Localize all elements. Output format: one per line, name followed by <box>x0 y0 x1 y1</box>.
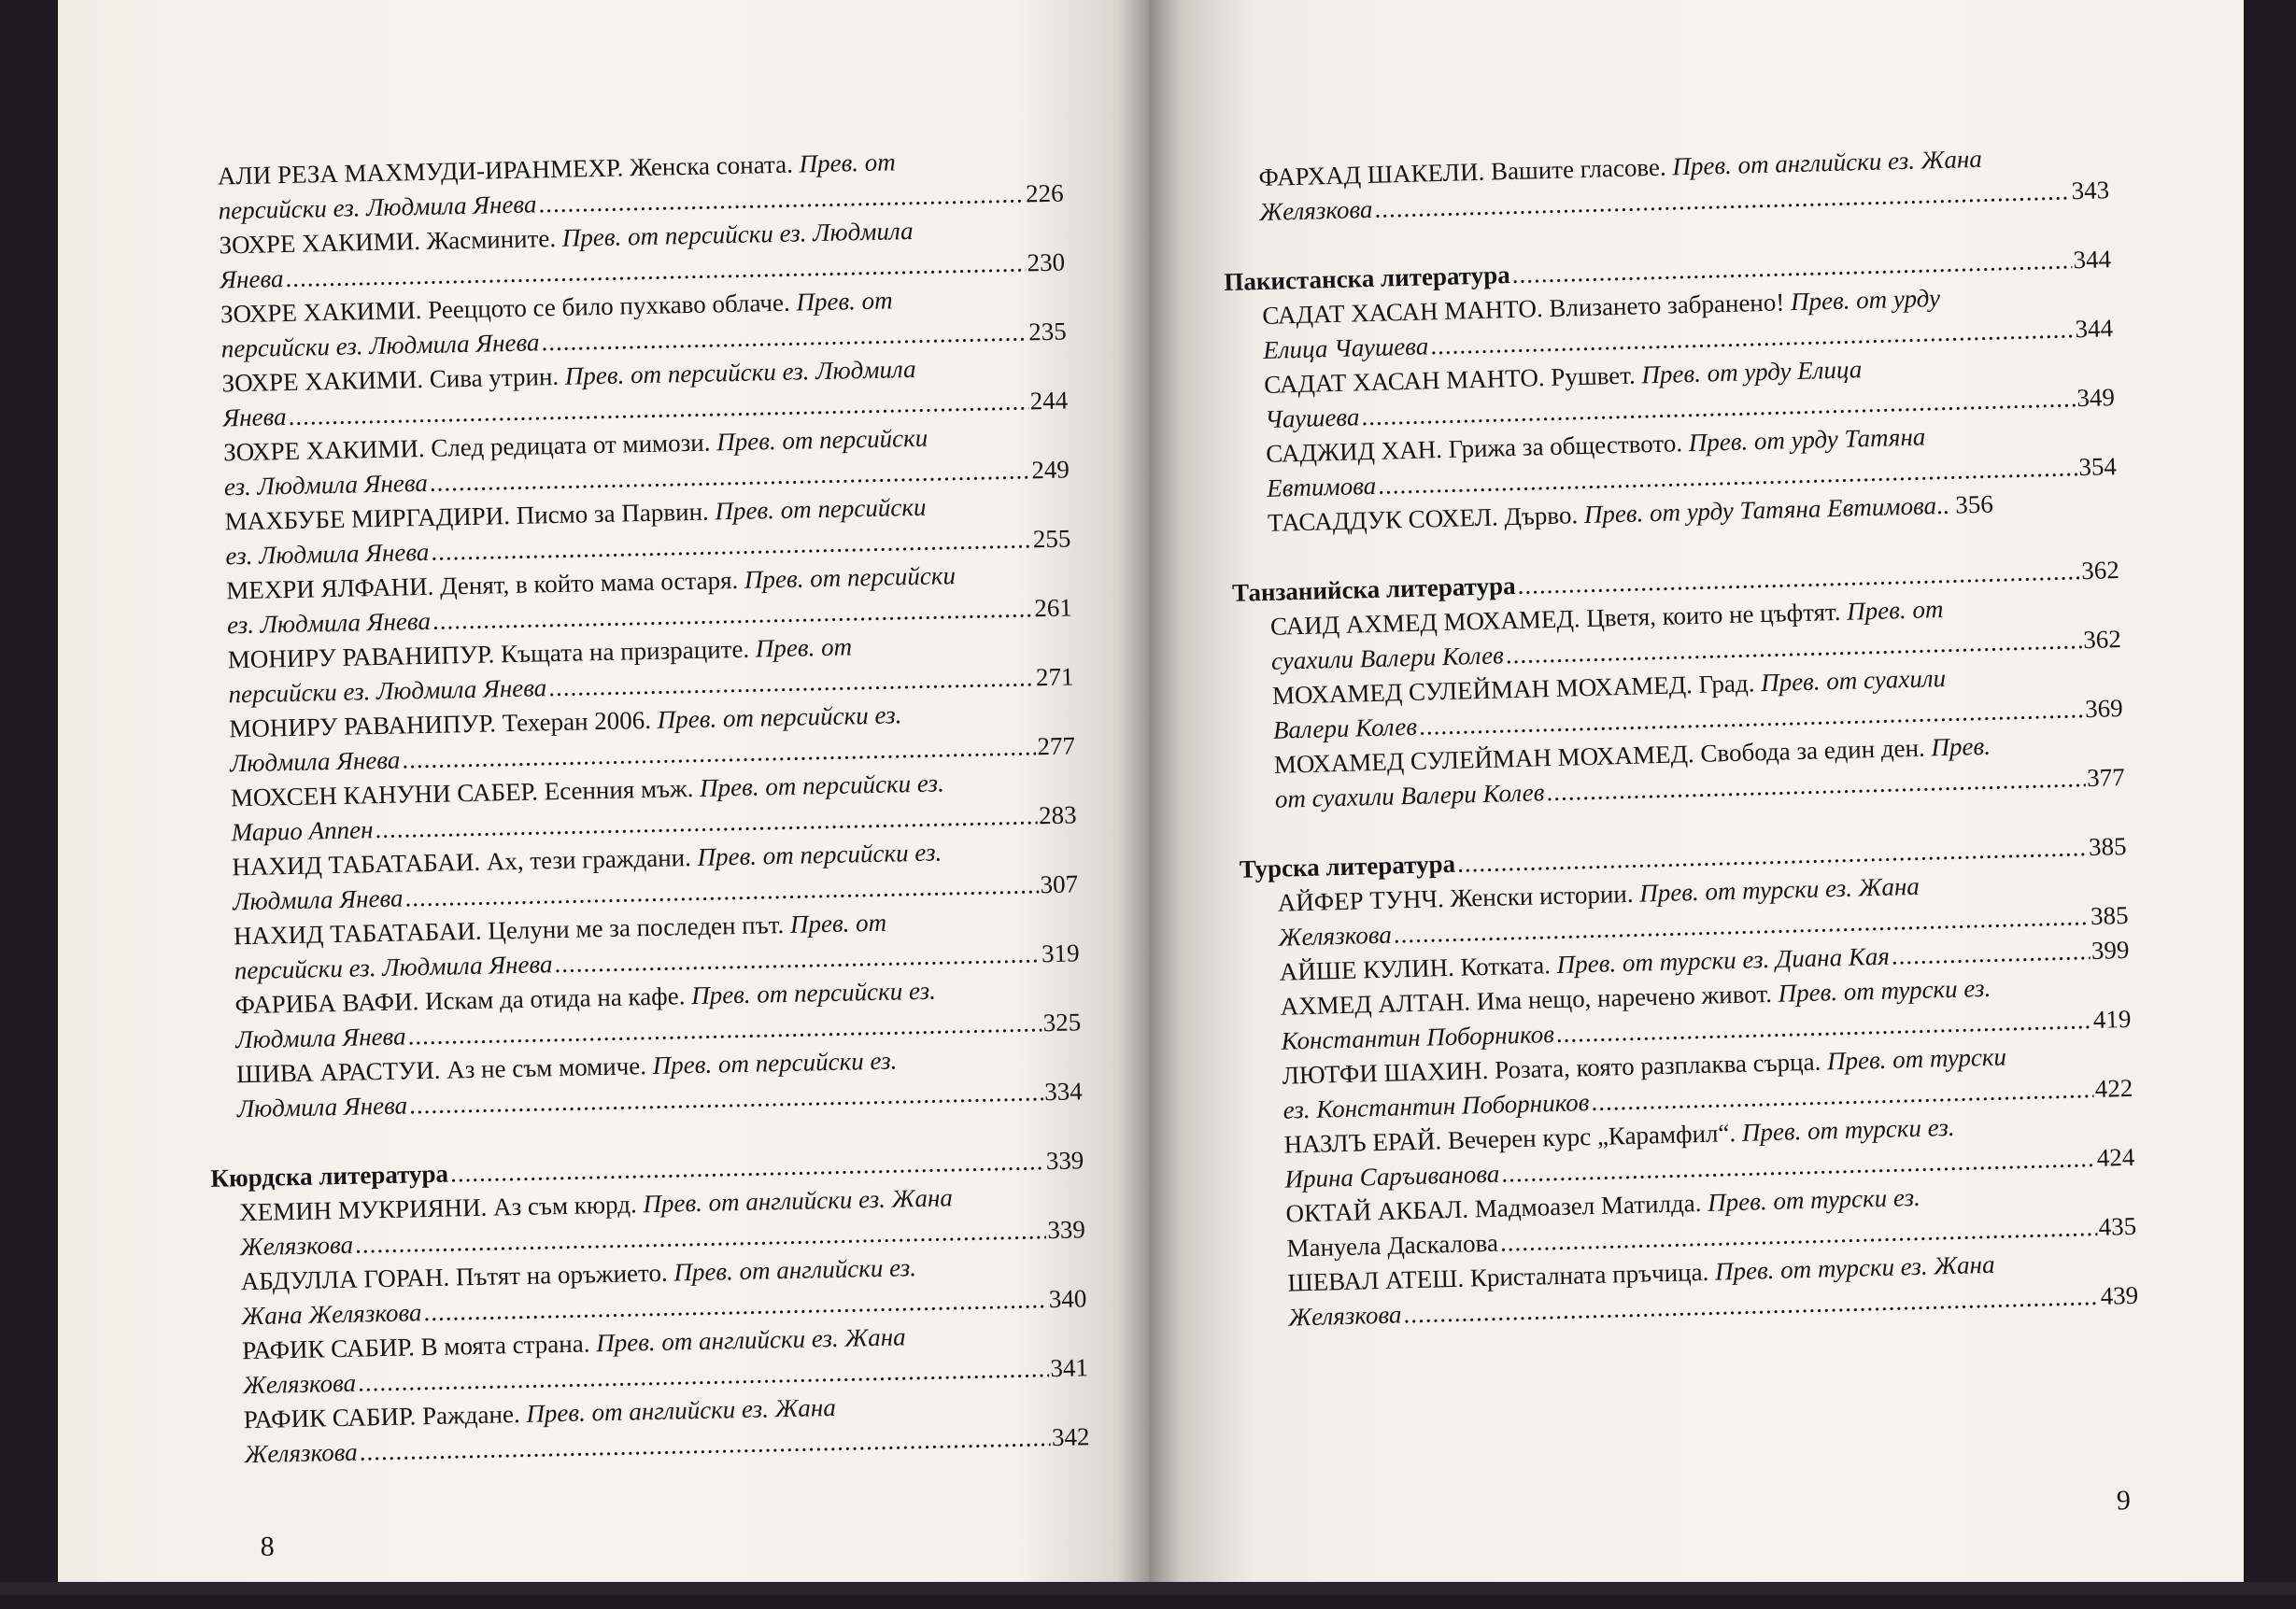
toc-entry: ТАСАДДУК СОХЕЛ. Дърво. Прев. от урду Татяна Евтимова .. 356 <box>1230 484 2119 542</box>
page-ref: 339 <box>1045 1146 1084 1176</box>
toc-entry: ЗОХРЕ ХАКИМИ. Сива утрин. Прев. от персийски ез. Людмила Янева ..... 244 <box>221 349 1068 436</box>
toc-entry: МОХАМЕД СУЛЕЙМАН МОХАМЕД. Свобода за един ден. Прев. от суахили Валери Колев ..... 377 <box>1236 726 2125 818</box>
page-ref: 385 <box>2090 900 2129 930</box>
toc-entry: НАХИД ТАБАТАБАИ. Ах, тези граждани. Прев. от персийски ез. Людмила Янева ..... 307 <box>232 832 1078 919</box>
page-ref: 261 <box>1034 593 1073 623</box>
toc-entry: ФАРИБА ВАФИ. Искам да отида на кафе. Прев. от персийски ез. Людмила Янева ..... 325 <box>234 970 1081 1057</box>
page-ref: 230 <box>1027 247 1066 277</box>
page-ref: 325 <box>1042 1008 1082 1037</box>
page-ref: 362 <box>2080 556 2120 586</box>
section-heading-turkish: Турска литература ..... 385 <box>1239 829 2127 887</box>
section-heading-pakistani: Пакистанска литература ..... 344 <box>1224 242 2112 300</box>
right-page <box>1149 0 2244 1595</box>
page-ref: 271 <box>1035 662 1074 692</box>
page-number: 9 <box>2116 1485 2132 1517</box>
toc-entry: ЗОХРЕ ХАКИМИ. Жасмините. Прев. от персийски ез. Людмила Янева ..... 230 <box>219 211 1065 298</box>
page-ref: 283 <box>1038 800 1077 830</box>
toc-entry: МОНИРУ РАВАНИПУР. Къщата на призраците. Прев. от персийски ез. Людмила Янева ..... 271 <box>227 625 1073 712</box>
toc-entry: САДЖИД ХАН. Грижа за обществото. Прев. от урду Татяна Евтимова ..... 354 <box>1228 415 2118 507</box>
toc-entry: ШИВА АРАСТУИ. Аз не съм момиче. Прев. от персийски ез. Людмила Янева ..... 334 <box>236 1039 1083 1126</box>
toc-entry: ОКТАЙ АКБАЛ. Мадмоазел Матилда. Прев. от турски ез. Мануела Даскалова ..... 435 <box>1248 1175 2137 1267</box>
page-ref: 255 <box>1032 524 1071 554</box>
toc-entry: АХМЕД АЛТАН. Има нещо, наречено живот. Прев. от турски ез. Константин Поборников ..... 419 <box>1242 967 2132 1060</box>
page-ref: 377 <box>2086 762 2125 793</box>
page-ref: 422 <box>2094 1073 2133 1103</box>
page-ref: 319 <box>1041 939 1080 968</box>
toc-entry: ШЕВАЛ АТЕШ. Кристалната пръчица. Прев. от турски ез. Жана Желязкова ..... 439 <box>1250 1244 2139 1336</box>
right-toc-column <box>1221 138 2139 1335</box>
page-ref: 356 <box>1954 489 1994 519</box>
page-ref: 362 <box>2082 625 2122 655</box>
toc-entry: МОНИРУ РАВАНИПУР. Техеран 2006. Прев. от персийски ез. Людмила Янева ..... 277 <box>229 694 1075 781</box>
toc-entry: НАХИД ТАБАТАБАИ. Целуни ме за последен път. Прев. от персийски ез. Людмила Янева ..... 319 <box>234 901 1080 988</box>
section-heading-tanzanian: Танзанийска литература ..... 362 <box>1232 553 2120 611</box>
page-ref: 424 <box>2096 1142 2135 1172</box>
page-ref: 341 <box>1050 1353 1089 1383</box>
toc-entry: САДАТ ХАСАН МАНТО. Влизането забранено! Прев. от урду Елица Чаушева ..... 344 <box>1225 276 2114 369</box>
page-ref: 339 <box>1046 1215 1086 1245</box>
page-ref: 385 <box>2088 831 2127 862</box>
toc-entry: МЕХРИ ЯЛФАНИ. Денят, в който мама остаря. Прев. от персийски ез. Людмила Янева ..... 261 <box>226 556 1072 642</box>
page-ref: 344 <box>2073 245 2112 275</box>
toc-entry: МАХБУБЕ МИРГАДИРИ. Писмо за Парвин. Прев. от персийски ез. Людмила Янева ..... 255 <box>224 487 1070 573</box>
page-number: 8 <box>260 1531 276 1562</box>
page-ref: 235 <box>1028 317 1067 346</box>
section-heading-kurdish: Кюрдска литература ..... 339 <box>210 1143 1084 1196</box>
page-ref: 342 <box>1051 1422 1090 1452</box>
page-ref: 307 <box>1040 869 1079 899</box>
toc-entry: МОХСЕН КАНУНИ САБЕР. Есенния мъж. Прев. от персийски ез. Марио Аппен ..... 283 <box>231 763 1077 850</box>
toc-entry: АБДУЛЛА ГОРАН. Пътят на оръжието. Прев. от английски ез. Жана Желязкова ..... 340 <box>240 1247 1086 1334</box>
page-ref: 244 <box>1029 386 1069 416</box>
toc-entry: ХЕМИН МУКРИЯНИ. Аз съм кюрд. Прев. от английски ез. Жана Желязкова ..... 339 <box>239 1178 1085 1264</box>
left-toc-column <box>210 142 1090 1473</box>
toc-entry: ФАРХАД ШАКЕЛИ. Вашите гласове. Прев. от английски ез. Жана Желязкова ..... 343 <box>1221 138 2110 231</box>
toc-entry: НАЗЛЪ ЕРАЙ. Вечерен курс „Карамфил“. Прев. от турски ез. Ирина Саръиванова ..... 424 <box>1246 1106 2135 1198</box>
left-page <box>58 0 1149 1595</box>
page-ref: 249 <box>1030 455 1070 485</box>
page-ref: 277 <box>1037 731 1076 761</box>
toc-entry: РАФИК САБИР. В моята страна. Прев. от английски ез. Жана Желязкова ..... 341 <box>242 1316 1088 1403</box>
toc-entry: САДАТ ХАСАН МАНТО. Рушвет. Прев. от урду Елица Чаушева ..... 349 <box>1226 346 2116 438</box>
page-ref: 343 <box>2071 176 2110 205</box>
toc-entry: АЛИ РЕЗА МАХМУДИ-ИРАНМЕХР. Женска соната. Прев. от персийски ез. Людмила Янева ..... 226 <box>218 142 1064 229</box>
toc-entry: АЙФЕР ТУНЧ. Женски истории. Прев. от турски ез. Жана Желязкова ..... 385 <box>1240 864 2129 956</box>
page-ref: 354 <box>2077 452 2118 482</box>
toc-entry: САИД АХМЕД МОХАМЕД. Цветя, които не цъфтят. Прев. от суахили Валери Колев ..... 362 <box>1233 587 2122 680</box>
page-ref: 439 <box>2100 1280 2139 1310</box>
scan-border <box>0 1582 2296 1595</box>
page-ref: 435 <box>2098 1211 2137 1241</box>
page-ref: 349 <box>2076 383 2116 413</box>
toc-entry: МОХАМЕД СУЛЕЙМАН МОХАМЕД. Град. Прев. от суахили Валери Колев ..... 369 <box>1235 656 2124 749</box>
page-ref: 419 <box>2092 1004 2132 1034</box>
page-ref: 226 <box>1025 178 1064 208</box>
page-ref: 340 <box>1048 1284 1087 1314</box>
page-ref: 334 <box>1043 1077 1084 1107</box>
toc-entry: РАФИК САБИР. Раждане. Прев. от английски ез. Жана Желязкова ..... 342 <box>243 1385 1089 1472</box>
toc-entry: ЗОХРЕ ХАКИМИ. След редицата от мимози. Прев. от персийски ез. Людмила Янева ..... 249 <box>223 417 1070 504</box>
toc-entry: ЗОХРЕ ХАКИМИ. Рееццото се било пухкаво облаче. Прев. от персийски ез. Людмила Янева ..... 235 <box>220 280 1067 367</box>
page-ref: 344 <box>2075 314 2114 344</box>
page-ref: 369 <box>2084 694 2124 724</box>
page-ref: 399 <box>2090 935 2130 965</box>
toc-entry: АЙШЕ КУЛИН. Котката. Прев. от турски ез. Диана Кая ..... 399 <box>1241 933 2130 991</box>
toc-entry: ЛЮТФИ ШАХИН. Розата, която разплаква сърца. Прев. от турски ез. Константин Поборников ..... 422 <box>1244 1037 2133 1129</box>
